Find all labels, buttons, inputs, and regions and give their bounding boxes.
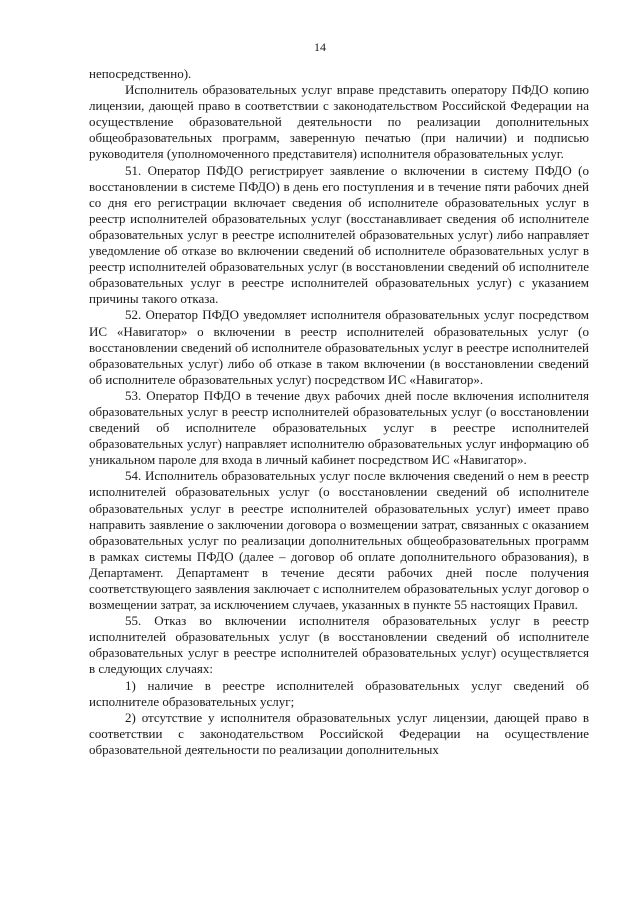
list-item-2: 2) отсутствие у исполнителя образовательных услуг лицензии, дающей право в соответствии с законодательством Российской Федерации на осуществление образовательной деятельности по реализации дополнительных [89, 709, 589, 757]
paragraph-license-copy: Исполнитель образовательных услуг вправе представить оператору ПФДО копию лицензии, дающей право в соответствии с законодательством Российской Федерации на осуществление образовательной деятельности по реализации дополнительных общеобразовательных программ, заверенную печатью (при наличии) и подписью руководителя (уполномоченного представителя) исполнителя образовательных услуг. [89, 82, 589, 162]
paragraph-55: 55. Отказ во включении исполнителя образовательных услуг в реестр исполнителей образовательных услуг (в восстановлении сведений об исполнителе образовательных услуг в реестре исполнителей образовательных услуг) осуществляется в следующих случаях: [89, 613, 589, 677]
paragraph-54: 54. Исполнитель образовательных услуг после включения сведений о нем в реестр исполнителей образовательных услуг (о восстановлении сведений об исполнителе образовательных услуг в реестре исполнителей образовательных услуг) имеет право направить заявление о заключении договора о возмещении затрат, связанных с оказанием образовательных услуг по реализации дополнительных общеобразовательных программ в рамках системы ПФДО (далее – договор об оплате дополнительного образования), в Департамент. Департамент в течение десяти рабочих дней после получения соответствующего заявления заключает с исполнителем образовательных услуг договор о возмещении затрат, за исключением случаев, указанных в пункте 55 настоящих Правил. [89, 468, 589, 613]
paragraph-52: 52. Оператор ПФДО уведомляет исполнителя образовательных услуг посредством ИС «Навигатор» о включении в реестр исполнителей образовательных услуг (о восстановлении сведений об исполнителе образовательных услуг в реестре исполнителей образовательных услуг) либо об отказе в таком включении (в восстановлении сведений об исполнителе образовательных услуг) посредством ИС «Навигатор». [89, 307, 589, 387]
list-item-1: 1) наличие в реестре исполнителей образовательных услуг сведений об исполнителе образовательных услуг; [89, 677, 589, 709]
paragraph-continuation: непосредственно). [89, 66, 192, 81]
body-text [89, 66, 589, 758]
paragraph-53: 53. Оператор ПФДО в течение двух рабочих дней после включения исполнителя образовательных услуг в реестр исполнителей образовательных услуг (о восстановлении сведений об исполнителе образовательных услуг в реестре исполнителей образовательных услуг) направляет исполнителю образовательных услуг информацию об уникальном пароле для входа в личный кабинет посредством ИС «Навигатор». [89, 387, 589, 468]
page-number: 14 [314, 40, 326, 54]
paragraph-51: 51. Оператор ПФДО регистрирует заявление о включении в систему ПФДО (о восстановлении в системе ПФДО) в день его поступления и в течение пяти рабочих дней со дня его регистрации включает сведения об исполнителе образовательных услуг в реестр исполнителей образовательных услуг (восстанавливает сведения об исполнителе образовательных услуг в реестре исполнителей образовательных услуг) либо направляет уведомление об отказе во включении сведений об исполнителе образовательных услуг в реестр исполнителей образовательных услуг (в восстановлении сведений об исполнителе образовательных услуг в реестре исполнителей образовательных услуг) с указанием причины такого отказа. [89, 162, 589, 307]
